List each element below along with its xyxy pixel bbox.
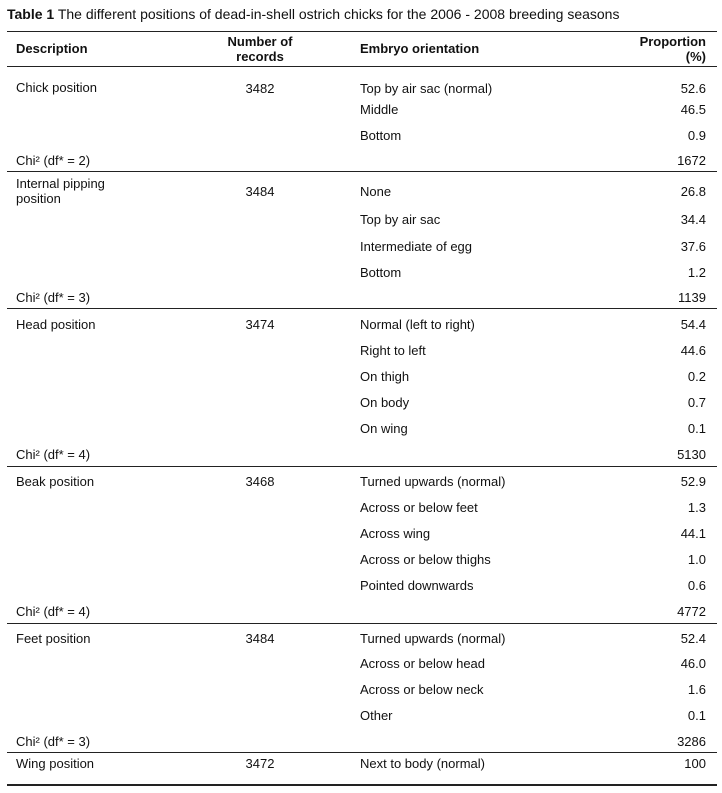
chi-square-value: 1672: [677, 153, 706, 168]
header-rule: [7, 66, 717, 67]
group-rule: [7, 308, 717, 309]
orientation-cell: Across or below thighs: [360, 552, 491, 567]
group-records: 3468: [245, 474, 275, 489]
orientation-cell: Across or below head: [360, 656, 486, 671]
header-description: Description: [16, 41, 88, 56]
proportion-cell: 52.6: [680, 81, 706, 96]
orientation-cell: Across wing: [360, 526, 431, 541]
chi-square-label: Chi² (df* = 2): [16, 153, 91, 168]
proportion-cell: 1.2: [687, 265, 706, 280]
group-rule: [7, 466, 717, 467]
group-records: 3472: [245, 756, 275, 771]
proportion-cell: 44.1: [680, 526, 706, 541]
chi-square-label: Chi² (df* = 3): [16, 290, 91, 305]
orientation-cell: Turned upwards (normal): [360, 474, 506, 489]
proportion-cell: 0.6: [687, 578, 706, 593]
group-description: Beak position: [16, 474, 95, 489]
group-records: 3484: [245, 631, 275, 646]
group-description-line1: Internal pipping: [16, 176, 105, 191]
header-orientation: Embryo orientation: [360, 41, 480, 56]
group-description: [16, 176, 216, 206]
orientation-cell: On wing: [360, 421, 408, 436]
chi-square-value: 4772: [677, 604, 706, 619]
chi-square-label: Chi² (df* = 4): [16, 604, 91, 619]
orientation-cell: Right to left: [360, 343, 426, 358]
group-records: 3474: [245, 317, 275, 332]
proportion-cell: 54.4: [680, 317, 706, 332]
group-records: 3482: [245, 81, 275, 96]
group-records: 3484: [245, 184, 275, 199]
proportion-cell: 34.4: [680, 212, 706, 227]
header-proportion: [600, 34, 706, 64]
proportion-cell: 44.6: [680, 343, 706, 358]
orientation-cell: None: [360, 184, 392, 199]
proportion-cell: 1.6: [687, 682, 706, 697]
group-rule: [7, 171, 717, 172]
header-records: [210, 34, 310, 64]
proportion-cell: 46.5: [680, 102, 706, 117]
proportion-cell: 37.6: [680, 239, 706, 254]
header-proportion-line1: Proportion: [639, 34, 706, 49]
header-records-line1: Number of: [227, 34, 293, 49]
proportion-cell: 52.4: [680, 631, 706, 646]
proportion-cell: 26.8: [680, 184, 706, 199]
orientation-cell: Across or below feet: [360, 500, 478, 515]
group-description: Chick position: [16, 80, 97, 95]
bottom-rule: [7, 784, 717, 786]
proportion-cell: 46.0: [680, 656, 706, 671]
orientation-cell: Middle: [360, 102, 399, 117]
orientation-cell: Next to body (normal): [360, 756, 485, 771]
table-caption: [7, 6, 619, 22]
proportion-cell: 0.7: [687, 395, 706, 410]
orientation-cell: Intermediate of egg: [360, 239, 473, 254]
orientation-cell: Bottom: [360, 128, 402, 143]
proportion-cell: 0.1: [687, 421, 706, 436]
header-records-line2: records: [236, 49, 284, 64]
orientation-cell: Bottom: [360, 265, 402, 280]
orientation-cell: Turned upwards (normal): [360, 631, 506, 646]
proportion-cell: 1.0: [687, 552, 706, 567]
orientation-cell: Other: [360, 708, 393, 723]
chi-square-value: 3286: [677, 734, 706, 749]
proportion-cell: 0.1: [687, 708, 706, 723]
table-caption-label: Table 1: [7, 6, 55, 22]
group-description: Feet position: [16, 631, 91, 646]
orientation-cell: Pointed downwards: [360, 578, 474, 593]
proportion-cell: 1.3: [687, 500, 706, 515]
orientation-cell: Normal (left to right): [360, 317, 475, 332]
group-description: Head position: [16, 317, 96, 332]
table-caption-text: The different positions of dead-in-shell ostrich chicks for the 2006 - 2008 breeding seasons: [54, 6, 620, 22]
chi-square-value: 1139: [678, 290, 706, 305]
header-proportion-line2: (%): [685, 49, 706, 64]
group-rule: [7, 623, 717, 624]
chi-square-label: Chi² (df* = 4): [16, 447, 91, 462]
group-rule: [7, 752, 717, 753]
group-description: Wing position: [16, 756, 95, 771]
orientation-cell: On thigh: [360, 369, 410, 384]
proportion-cell: 0.9: [687, 128, 706, 143]
orientation-cell: Top by air sac (normal): [360, 81, 493, 96]
orientation-cell: Across or below neck: [360, 682, 484, 697]
proportion-cell: 0.2: [687, 369, 706, 384]
proportion-cell: 100: [684, 756, 706, 771]
top-rule: [7, 31, 717, 32]
chi-square-label: Chi² (df* = 3): [16, 734, 91, 749]
group-description-line2: position: [16, 191, 61, 206]
proportion-cell: 52.9: [680, 474, 706, 489]
orientation-cell: Top by air sac: [360, 212, 441, 227]
orientation-cell: On body: [360, 395, 410, 410]
chi-square-value: 5130: [677, 447, 706, 462]
